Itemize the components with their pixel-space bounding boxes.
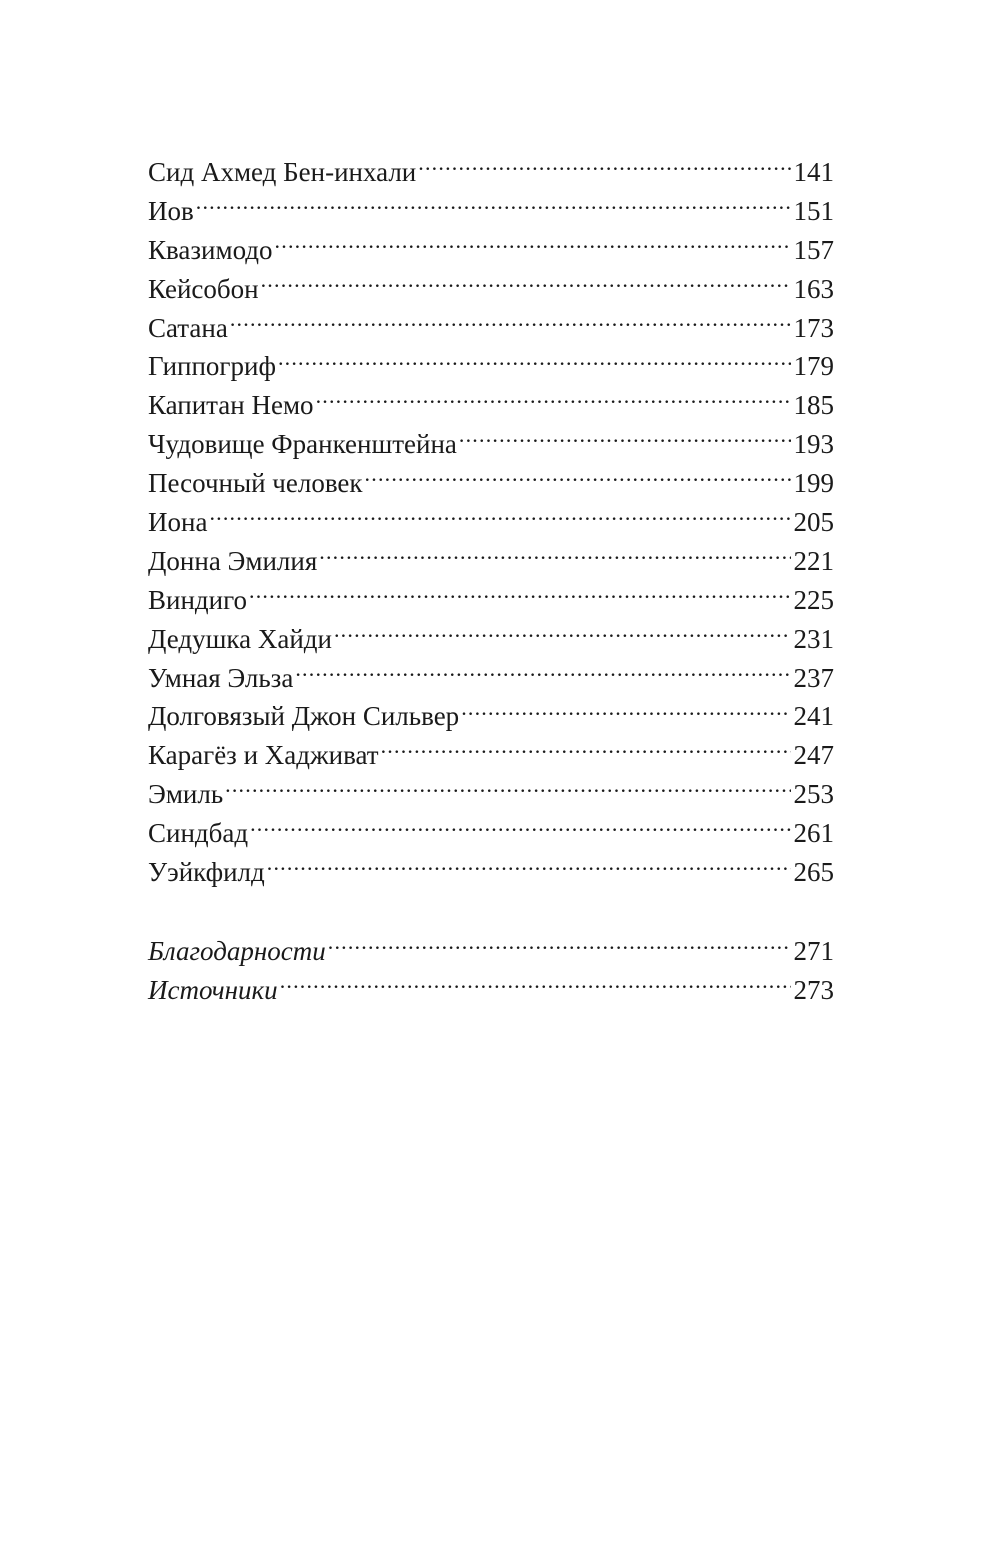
- toc-dot-leader: [230, 310, 791, 337]
- toc-entry: [148, 853, 834, 892]
- toc-entry-page: 151: [793, 195, 834, 226]
- toc-dot-leader: [261, 271, 791, 298]
- toc-entry-page: 265: [793, 857, 834, 888]
- toc-dot-leader: [280, 972, 791, 999]
- toc-entry: [148, 542, 834, 581]
- toc-entry-page: 253: [793, 779, 834, 810]
- toc-entry: [148, 231, 834, 270]
- toc-entry-page: 237: [793, 662, 834, 693]
- toc-entry-title: Песочный человек: [148, 468, 363, 499]
- toc-dot-leader: [381, 737, 791, 764]
- toc-entry: [148, 775, 834, 814]
- toc-entry-page: 199: [793, 468, 834, 499]
- toc-entry: [148, 659, 834, 698]
- toc-entry-title: Иона: [148, 507, 208, 538]
- toc-dot-leader: [225, 776, 790, 803]
- toc-dot-leader: [365, 465, 791, 492]
- toc-dot-leader: [334, 621, 791, 648]
- toc-entry-page: 163: [793, 273, 834, 304]
- toc-entry-title: Гиппогриф: [148, 351, 276, 382]
- toc-entry: [148, 581, 834, 620]
- toc-entry-page: 241: [793, 701, 834, 732]
- toc-section-gap: [148, 892, 834, 932]
- toc-dot-leader: [328, 933, 791, 960]
- toc-entry: [148, 425, 834, 464]
- toc-entry: [148, 503, 834, 542]
- toc-entry-page: 247: [793, 740, 834, 771]
- toc-dot-leader: [196, 193, 791, 220]
- toc-entry-page: 141: [793, 157, 834, 187]
- toc-entry-title: Квазимодо: [148, 234, 273, 265]
- toc-entry-page: 205: [793, 507, 834, 538]
- toc-entry: [148, 464, 834, 503]
- toc-dot-leader: [249, 582, 791, 609]
- toc-dot-leader: [319, 543, 790, 570]
- toc-entry-title: Благодарности: [148, 935, 326, 966]
- toc-dot-leader: [209, 504, 790, 531]
- toc-entry-page: 173: [793, 312, 834, 343]
- toc-entry-page: 231: [793, 623, 834, 654]
- toc-entry-title: Синдбад: [148, 818, 249, 849]
- toc-entry-title: Умная Эльза: [148, 662, 294, 693]
- toc-entry: [148, 386, 834, 425]
- toc-entry-page: 157: [793, 234, 834, 265]
- toc-entry-title: Капитан Немо: [148, 390, 314, 421]
- toc-dot-leader: [418, 154, 790, 181]
- toc-entry-title: Виндиго: [148, 584, 247, 615]
- toc-entry-page: 179: [793, 351, 834, 382]
- toc-entry: [148, 736, 834, 775]
- toc-entry-page: 271: [793, 935, 834, 966]
- toc-entry-title: Кейсобон: [148, 273, 259, 304]
- toc-dot-leader: [250, 815, 790, 842]
- toc-entry-page: 185: [793, 390, 834, 421]
- toc-main-list: [148, 153, 834, 892]
- toc-dot-leader: [316, 387, 791, 414]
- toc-entry-title: Сатана: [148, 312, 228, 343]
- toc-entry-title: Донна Эмилия: [148, 545, 318, 576]
- toc-entry: [148, 347, 834, 386]
- toc-entry-title: Чудовище Франкенштейна: [148, 429, 457, 460]
- toc-entry-page: 273: [793, 974, 834, 1005]
- toc-dot-leader: [459, 426, 791, 453]
- toc-entry-page: 225: [793, 584, 834, 615]
- toc-entry: [148, 697, 834, 736]
- toc-entry-sources: [148, 971, 834, 1010]
- toc-entry-title: Источники: [148, 974, 278, 1005]
- toc-entry-page: 193: [793, 429, 834, 460]
- toc-entry: [148, 192, 834, 231]
- toc-entry-title: Иов: [148, 195, 194, 226]
- toc-dot-leader: [278, 348, 791, 375]
- toc-entry: [148, 620, 834, 659]
- toc-entry-title: Долговязый Джон Сильвер: [148, 701, 460, 732]
- toc-entry-acknowledgements: [148, 932, 834, 971]
- toc-dot-leader: [461, 698, 790, 725]
- table-of-contents: [148, 153, 834, 1010]
- toc-entry-page: 221: [793, 545, 834, 576]
- toc-dot-leader: [295, 660, 790, 687]
- toc-entry: [148, 309, 834, 348]
- toc-entry-page: 261: [793, 818, 834, 849]
- toc-entry-title: Эмиль: [148, 779, 224, 810]
- toc-back-matter-list: [148, 932, 834, 1010]
- toc-entry-title: Дедушка Хайди: [148, 623, 332, 654]
- toc-entry-title: Карагёз и Хадживат: [148, 740, 379, 771]
- toc-dot-leader: [267, 854, 791, 881]
- toc-dot-leader: [275, 232, 791, 259]
- toc-entry-title: Уэйкфилд: [148, 857, 265, 888]
- toc-entry: [148, 153, 834, 192]
- toc-entry: [148, 814, 834, 853]
- toc-entry: [148, 270, 834, 309]
- toc-entry-title: Сид Ахмед Бен-инхали: [148, 157, 417, 187]
